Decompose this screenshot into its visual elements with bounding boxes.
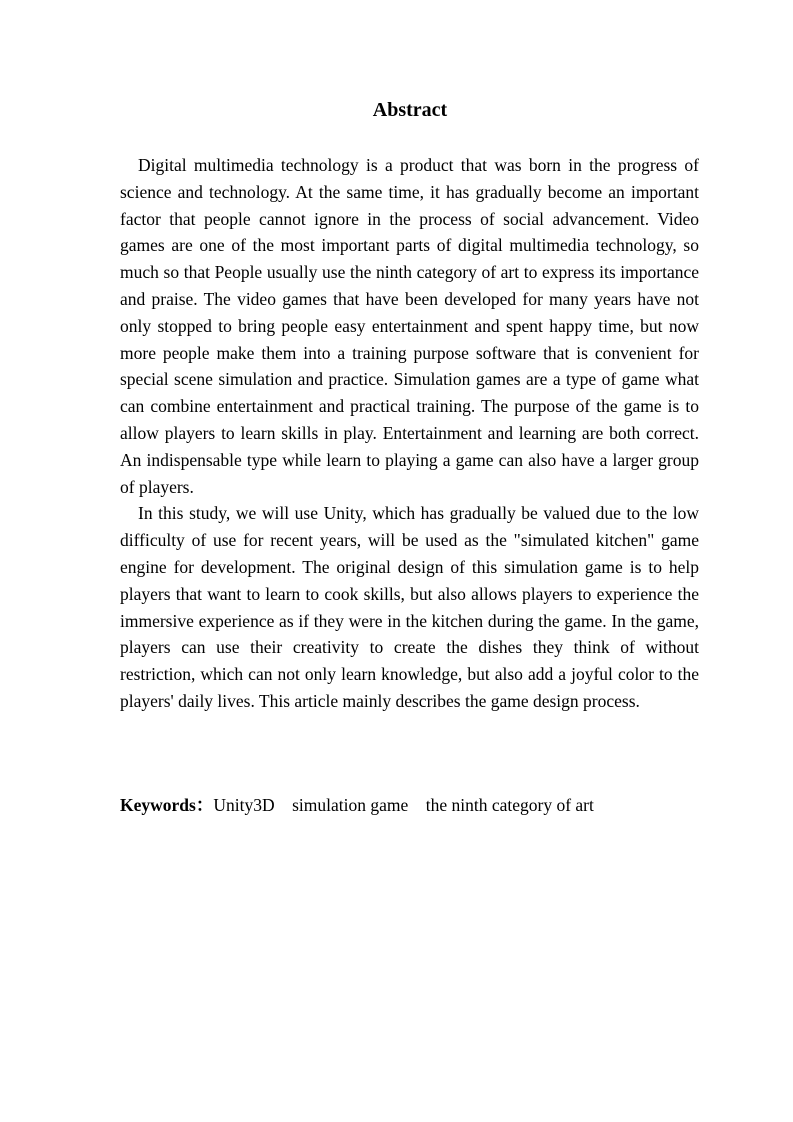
keywords-list: Unity3D simulation game the ninth category of art [213,795,594,815]
abstract-paragraph-2: In this study, we will use Unity, which has gradually be valued due to the low difficulty of use for recent years, will be used as the "simulated kitchen" game engine for development. The original design of this simulation game is to help players that want to learn to cook skills, but also allows players to experience the immersive experience as if they were in the kitchen during the game. In the game, players can use their creativity to create the dishes they think of without restriction, which can not only learn knowledge, but also add a joyful color to the players' daily lives. This article mainly describes the game design process. [120,503,699,711]
keywords-label: Keywords： [120,795,214,815]
keywords-line [120,792,720,818]
abstract-title: Abstract [372,99,448,121]
abstract-body [120,152,699,715]
abstract-paragraph-1: Digital multimedia technology is a product that was born in the progress of science and technology. At the same time, it has gradually become an important factor that people cannot ignore in the process of social advancement. Video games are one of the most important parts of digital multimedia technology, so much so that People usually use the ninth category of art to express its importance and praise. The video games that have been developed for many years have not only stopped to bring people easy entertainment and spent happy time, but now more people make them into a training purpose software that is convenient for special scene simulation and practice. Simulation games are a type of game what can combine entertainment and practical training. The purpose of the game is to allow players to learn skills in play. Entertainment and learning are both correct. An indispensable type while learn to playing a game can also have a larger group of players. [120,155,699,497]
